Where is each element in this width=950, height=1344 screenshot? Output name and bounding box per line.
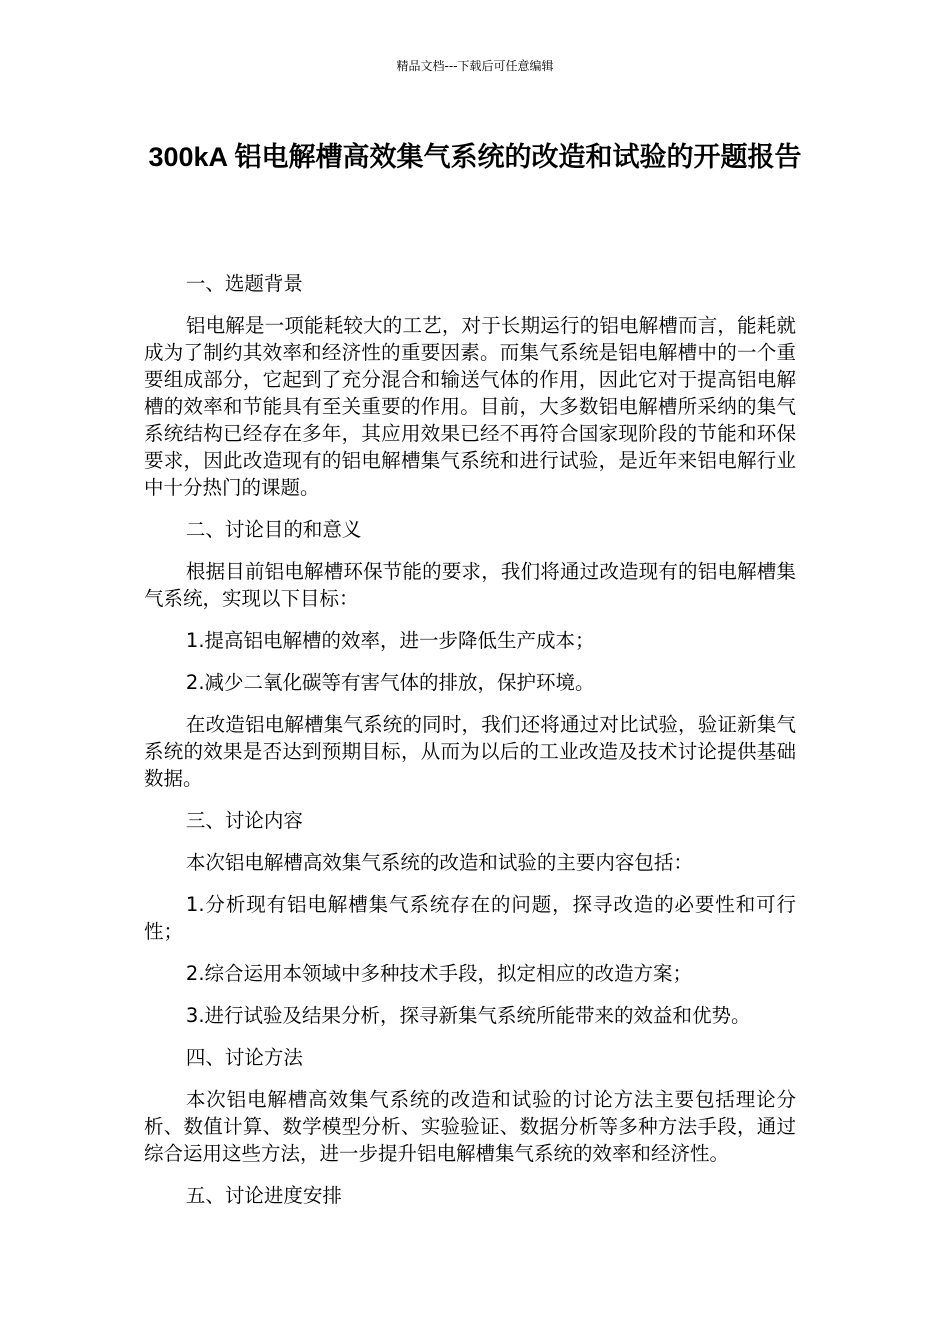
list-item-content-1: 1.分析现有铝电解槽集气系统存在的问题，探寻改造的必要性和可行性；: [144, 893, 796, 943]
paragraph-method: 本次铝电解槽高效集气系统的改造和试验的讨论方法主要包括理论分析、数值计算、数学模型分析、实验验证、数据分析等多种方法手段，通过综合运用这些方法，进一步提升铝电解槽集气系统的效率和经济性。: [144, 1088, 796, 1165]
document-body: [144, 270, 796, 1224]
paragraph-purpose-intro: 根据目前铝电解槽环保节能的要求，我们将通过改造现有的铝电解槽集气系统，实现以下目标：: [144, 560, 796, 610]
section-heading-content: 三、讨论内容: [185, 809, 303, 832]
section-heading-background: 一、选题背景: [185, 272, 303, 295]
list-item-content-2: 2.综合运用本领域中多种技术手段，拟定相应的改造方案；: [185, 962, 693, 985]
header-note: 精品文档---下载后可任意编辑: [396, 59, 554, 73]
document-title: 300kA 铝电解槽高效集气系统的改造和试验的开题报告: [148, 142, 802, 172]
paragraph-content-intro: 本次铝电解槽高效集气系统的改造和试验的主要内容包括：: [185, 851, 693, 874]
paragraph-purpose-verify: 在改造铝电解槽集气系统的同时，我们还将通过对比试验，验证新集气系统的效果是否达到预期目标，从而为以后的工业改造及技术讨论提供基础数据。: [144, 713, 796, 790]
list-item-goal-1: 1.提高铝电解槽的效率，进一步降低生产成本；: [185, 629, 595, 652]
paragraph-background: 铝电解是一项能耗较大的工艺，对于长期运行的铝电解槽而言，能耗就成为了制约其效率和经济性的重要因素。而集气系统是铝电解槽中的一个重要组成部分，它起到了充分混合和输送气体的作用，因此它对于提高铝电解槽的效率和节能具有至关重要的作用。目前，大多数铝电解槽所采纳的集气系统结构已经存在多年，其应用效果已经不再符合国家现阶段的节能和环保要求，因此改造现有的铝电解槽集气系统和进行试验，是近年来铝电解行业中十分热门的课题。: [144, 314, 796, 499]
section-heading-method: 四、讨论方法: [185, 1046, 303, 1069]
list-item-content-3: 3.进行试验及结果分析，探寻新集气系统所能带来的效益和优势。: [185, 1004, 751, 1027]
section-heading-purpose: 二、讨论目的和意义: [185, 518, 362, 541]
section-heading-schedule: 五、讨论进度安排: [185, 1184, 342, 1207]
list-item-goal-2: 2.减少二氧化碳等有害气体的排放，保护环境。: [185, 671, 595, 694]
